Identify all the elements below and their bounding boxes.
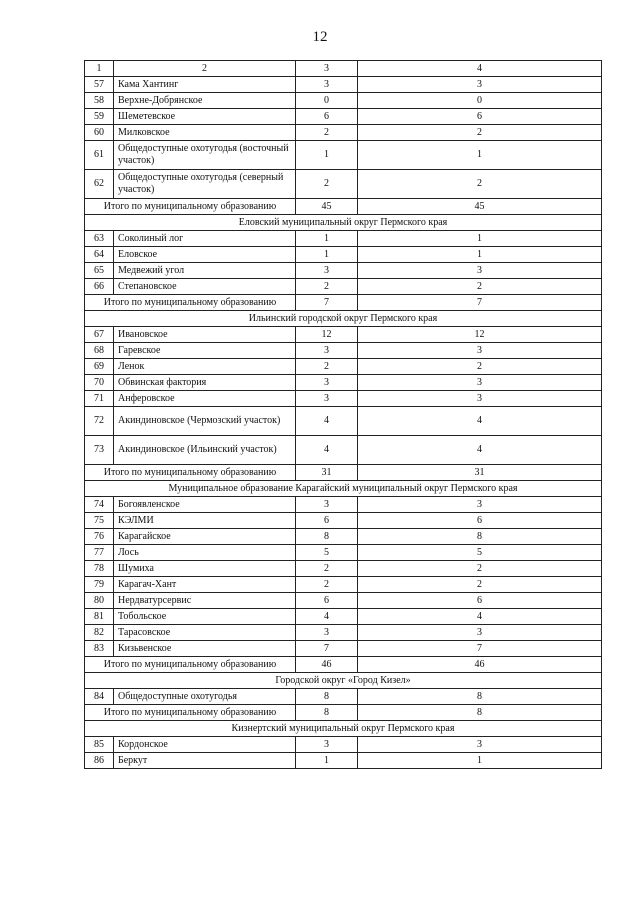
table-row xyxy=(85,497,602,513)
row-name: Карагайское xyxy=(114,529,296,545)
total-row xyxy=(85,199,602,215)
row-name: Тарасовское xyxy=(114,625,296,641)
table-row xyxy=(85,77,602,93)
table-row xyxy=(85,391,602,407)
total-label: Итого по муниципальному образованию xyxy=(85,657,296,673)
row-value-2: 3 xyxy=(358,343,602,359)
row-name: Медвежий угол xyxy=(114,263,296,279)
total-row xyxy=(85,295,602,311)
row-value-2: 1 xyxy=(358,231,602,247)
row-number: 82 xyxy=(85,625,114,641)
row-name: Беркут xyxy=(114,753,296,769)
row-value-2: 3 xyxy=(358,77,602,93)
table-row xyxy=(85,609,602,625)
row-value-1: 12 xyxy=(296,327,358,343)
row-value-1: 7 xyxy=(296,641,358,657)
row-value-2: 12 xyxy=(358,327,602,343)
row-value-2: 2 xyxy=(358,279,602,295)
row-value-1: 3 xyxy=(296,375,358,391)
table-row xyxy=(85,279,602,295)
section-title: Кизнертский муниципальный округ Пермского края xyxy=(85,721,602,737)
row-name: Анферовское xyxy=(114,391,296,407)
row-name: Милковское xyxy=(114,125,296,141)
row-number: 64 xyxy=(85,247,114,263)
row-number: 70 xyxy=(85,375,114,391)
table-row xyxy=(85,513,602,529)
table-row xyxy=(85,109,602,125)
total-value-2: 45 xyxy=(358,199,602,215)
row-value-2: 6 xyxy=(358,109,602,125)
row-name: Кама Хантинг xyxy=(114,77,296,93)
row-name: Общедоступные охотугодья (восточный участок) xyxy=(114,141,296,170)
row-value-2: 4 xyxy=(358,407,602,436)
row-name: Еловское xyxy=(114,247,296,263)
row-value-2: 8 xyxy=(358,689,602,705)
total-value-1: 7 xyxy=(296,295,358,311)
row-number: 86 xyxy=(85,753,114,769)
table-row xyxy=(85,689,602,705)
row-name: Лось xyxy=(114,545,296,561)
row-value-2: 1 xyxy=(358,753,602,769)
row-value-1: 3 xyxy=(296,497,358,513)
row-number: 73 xyxy=(85,436,114,465)
row-name: Соколиный лог xyxy=(114,231,296,247)
row-value-2: 1 xyxy=(358,141,602,170)
row-value-1: 2 xyxy=(296,170,358,199)
row-value-1: 1 xyxy=(296,141,358,170)
row-value-1: 8 xyxy=(296,689,358,705)
total-value-2: 7 xyxy=(358,295,602,311)
row-value-2: 7 xyxy=(358,641,602,657)
row-number: 84 xyxy=(85,689,114,705)
row-number: 65 xyxy=(85,263,114,279)
row-number: 63 xyxy=(85,231,114,247)
row-number: 62 xyxy=(85,170,114,199)
table-row xyxy=(85,529,602,545)
row-number: 85 xyxy=(85,737,114,753)
row-value-1: 4 xyxy=(296,407,358,436)
row-name: КЭЛМИ xyxy=(114,513,296,529)
section-title: Еловский муниципальный округ Пермского края xyxy=(85,215,602,231)
table-row xyxy=(85,593,602,609)
row-value-2: 3 xyxy=(358,497,602,513)
table-row xyxy=(85,343,602,359)
row-value-2: 0 xyxy=(358,93,602,109)
row-number: 59 xyxy=(85,109,114,125)
row-value-2: 2 xyxy=(358,561,602,577)
total-value-2: 46 xyxy=(358,657,602,673)
total-row xyxy=(85,657,602,673)
total-value-1: 8 xyxy=(296,705,358,721)
section-row xyxy=(85,721,602,737)
header-col-1: 1 xyxy=(85,61,114,77)
row-value-1: 6 xyxy=(296,513,358,529)
row-value-2: 1 xyxy=(358,247,602,263)
table-row xyxy=(85,436,602,465)
row-name: Богоявленское xyxy=(114,497,296,513)
row-name: Шумиха xyxy=(114,561,296,577)
table-row xyxy=(85,545,602,561)
row-value-2: 5 xyxy=(358,545,602,561)
section-row xyxy=(85,673,602,689)
total-row xyxy=(85,705,602,721)
total-value-1: 31 xyxy=(296,465,358,481)
row-value-1: 3 xyxy=(296,391,358,407)
row-name: Степановское xyxy=(114,279,296,295)
total-label: Итого по муниципальному образованию xyxy=(85,465,296,481)
row-number: 69 xyxy=(85,359,114,375)
hunting-grounds-table xyxy=(84,60,602,769)
total-label: Итого по муниципальному образованию xyxy=(85,705,296,721)
row-value-2: 2 xyxy=(358,125,602,141)
row-value-1: 4 xyxy=(296,609,358,625)
row-value-2: 3 xyxy=(358,737,602,753)
row-value-2: 2 xyxy=(358,577,602,593)
row-number: 58 xyxy=(85,93,114,109)
table-body xyxy=(85,61,602,769)
row-value-1: 3 xyxy=(296,263,358,279)
row-value-1: 2 xyxy=(296,577,358,593)
row-number: 74 xyxy=(85,497,114,513)
row-number: 61 xyxy=(85,141,114,170)
section-title: Муниципальное образование Карагайский муниципальный округ Пермского края xyxy=(85,481,602,497)
section-row xyxy=(85,311,602,327)
row-name: Гаревское xyxy=(114,343,296,359)
page-number: 12 xyxy=(312,29,328,45)
table-row xyxy=(85,327,602,343)
table-row xyxy=(85,93,602,109)
total-value-1: 46 xyxy=(296,657,358,673)
row-name: Общедоступные охотугодья xyxy=(114,689,296,705)
table-row xyxy=(85,247,602,263)
table-row xyxy=(85,577,602,593)
table-row xyxy=(85,641,602,657)
row-number: 57 xyxy=(85,77,114,93)
row-value-1: 5 xyxy=(296,545,358,561)
row-number: 79 xyxy=(85,577,114,593)
table-row xyxy=(85,375,602,391)
row-value-2: 3 xyxy=(358,625,602,641)
section-title: Ильинский городской округ Пермского края xyxy=(85,311,602,327)
row-value-1: 6 xyxy=(296,109,358,125)
row-name: Ивановское xyxy=(114,327,296,343)
row-value-1: 2 xyxy=(296,279,358,295)
table-row xyxy=(85,125,602,141)
table-row xyxy=(85,231,602,247)
row-value-1: 2 xyxy=(296,125,358,141)
table-row xyxy=(85,561,602,577)
row-value-2: 8 xyxy=(358,529,602,545)
row-value-1: 3 xyxy=(296,625,358,641)
row-value-2: 3 xyxy=(358,375,602,391)
row-value-1: 3 xyxy=(296,77,358,93)
row-value-1: 8 xyxy=(296,529,358,545)
row-name: Тобольское xyxy=(114,609,296,625)
table-row xyxy=(85,407,602,436)
header-col-2: 2 xyxy=(114,61,296,77)
total-value-2: 8 xyxy=(358,705,602,721)
row-number: 66 xyxy=(85,279,114,295)
row-value-1: 3 xyxy=(296,737,358,753)
row-value-1: 4 xyxy=(296,436,358,465)
row-value-1: 1 xyxy=(296,753,358,769)
table-row xyxy=(85,263,602,279)
row-name: Кизьвенское xyxy=(114,641,296,657)
row-number: 75 xyxy=(85,513,114,529)
row-value-1: 0 xyxy=(296,93,358,109)
row-name: Обвинская фактория xyxy=(114,375,296,391)
total-value-2: 31 xyxy=(358,465,602,481)
row-name: Верхне-Добрянское xyxy=(114,93,296,109)
row-value-2: 4 xyxy=(358,436,602,465)
row-value-1: 6 xyxy=(296,593,358,609)
table-row xyxy=(85,737,602,753)
row-value-2: 2 xyxy=(358,170,602,199)
row-name: Шеметевское xyxy=(114,109,296,125)
row-value-2: 4 xyxy=(358,609,602,625)
row-number: 60 xyxy=(85,125,114,141)
row-number: 68 xyxy=(85,343,114,359)
row-value-1: 1 xyxy=(296,247,358,263)
row-name: Ленок xyxy=(114,359,296,375)
row-value-1: 2 xyxy=(296,359,358,375)
table-header-row xyxy=(85,61,602,77)
table-row xyxy=(85,625,602,641)
row-value-1: 2 xyxy=(296,561,358,577)
row-number: 76 xyxy=(85,529,114,545)
table-row xyxy=(85,753,602,769)
header-col-3: 3 xyxy=(296,61,358,77)
table-row xyxy=(85,359,602,375)
section-row xyxy=(85,215,602,231)
total-label: Итого по муниципальному образованию xyxy=(85,199,296,215)
total-label: Итого по муниципальному образованию xyxy=(85,295,296,311)
total-value-1: 45 xyxy=(296,199,358,215)
total-row xyxy=(85,465,602,481)
table-row xyxy=(85,170,602,199)
row-value-2: 2 xyxy=(358,359,602,375)
row-name: Акиндиновское (Ильинский участок) xyxy=(114,436,296,465)
table-row xyxy=(85,141,602,170)
row-name: Карагач-Хант xyxy=(114,577,296,593)
row-number: 78 xyxy=(85,561,114,577)
row-value-2: 6 xyxy=(358,593,602,609)
row-number: 81 xyxy=(85,609,114,625)
row-value-1: 3 xyxy=(296,343,358,359)
row-value-2: 3 xyxy=(358,391,602,407)
section-row xyxy=(85,481,602,497)
row-number: 83 xyxy=(85,641,114,657)
row-value-1: 1 xyxy=(296,231,358,247)
row-number: 72 xyxy=(85,407,114,436)
row-name: Общедоступные охотугодья (северный участок) xyxy=(114,170,296,199)
header-col-4: 4 xyxy=(358,61,602,77)
row-name: Акиндиновское (Чермозский участок) xyxy=(114,407,296,436)
section-title: Городской округ «Город Кизел» xyxy=(85,673,602,689)
row-number: 67 xyxy=(85,327,114,343)
row-number: 71 xyxy=(85,391,114,407)
row-number: 80 xyxy=(85,593,114,609)
row-value-2: 6 xyxy=(358,513,602,529)
row-value-2: 3 xyxy=(358,263,602,279)
row-number: 77 xyxy=(85,545,114,561)
row-name: Кордонское xyxy=(114,737,296,753)
row-name: Нердватурсервис xyxy=(114,593,296,609)
